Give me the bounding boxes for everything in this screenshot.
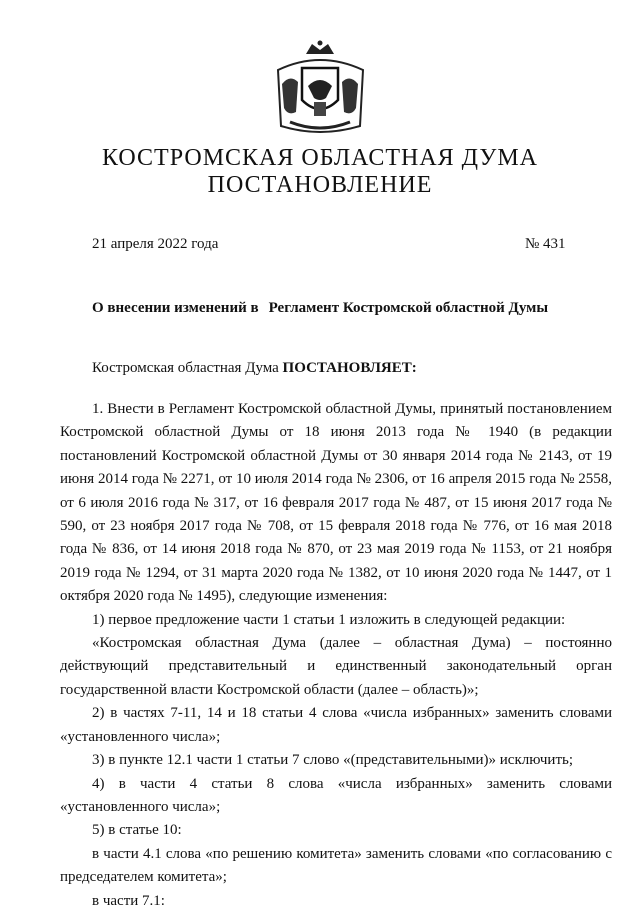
- paragraph-3: «Костромская областная Дума (далее – областная Дума) – постоянно действующий представительный и единственный законодательный орган государственной власти Костромской области (далее – область)»;: [60, 635, 612, 698]
- document-number: № 431: [525, 236, 566, 252]
- preamble: [92, 360, 417, 377]
- paragraph-9: в части 7.1:: [92, 892, 165, 909]
- document-subject: [92, 300, 548, 317]
- paragraph-5: 3) в пункте 12.1 части 1 статьи 7 слово «(представительными)» исключить;: [92, 752, 574, 769]
- paragraph-2: 1) первое предложение части 1 статьи 1 изложить в следующей редакции:: [92, 611, 566, 628]
- paragraph-1: 1. Внести в Регламент Костромской областной Думы, принятый постановлением Костромской областной Думы от 18 июня 2013 года № 1940 (в редакции постановлений Костромской областной Думы от 30 января 2014 года № 2143, от 19 июня 2014 года № 2271, от 10 июля 2014 года № 2306, от 16 апреля 2015 года № 2558, от 6 июля 2016 года № 317, от 16 февраля 2017 года № 487, от 15 июня 2017 года № 590, от 23 ноября 2017 года № 708, от 15 февраля 2018 года № 776, от 16 мая 2018 года № 836, от 14 июня 2018 года № 870, от 23 мая 2019 года № 1153, от 21 ноября 2019 года № 1294, от 31 марта 2020 года № 1382, от 10 июня 2020 года № 1447, от 1 октября 2020 года № 1495), следующие изменения:: [60, 401, 612, 605]
- document-date: 21 апреля 2022 года: [92, 236, 219, 252]
- document-type: ПОСТАНОВЛЕНИЕ: [207, 172, 433, 198]
- preamble-bold: ПОСТАНОВЛЯЕТ:: [282, 360, 417, 376]
- subject-part-2: Регламент Костромской областной Думы: [268, 300, 549, 316]
- paragraph-7: 5) в статье 10:: [92, 822, 182, 839]
- preamble-text: Костромская областная Дума: [92, 360, 283, 376]
- organization-name: КОСТРОМСКАЯ ОБЛАСТНАЯ ДУМА: [102, 145, 538, 171]
- coat-of-arms-icon: [268, 40, 373, 140]
- paragraph-8: в части 4.1 слова «по решению комитета» заменить словами «по согласованию с председателем комитета»;: [60, 845, 612, 886]
- paragraph-6: 4) в части 4 статьи 8 слова «числа избранных» заменить словами «установленного числа»;: [60, 775, 612, 815]
- document-body: [60, 398, 612, 913]
- paragraph-4: 2) в частях 7-11, 14 и 18 статьи 4 слова «числа избранных» заменить словами «установленного числа»;: [60, 705, 612, 745]
- subject-part-1: О внесении изменений в: [92, 300, 259, 316]
